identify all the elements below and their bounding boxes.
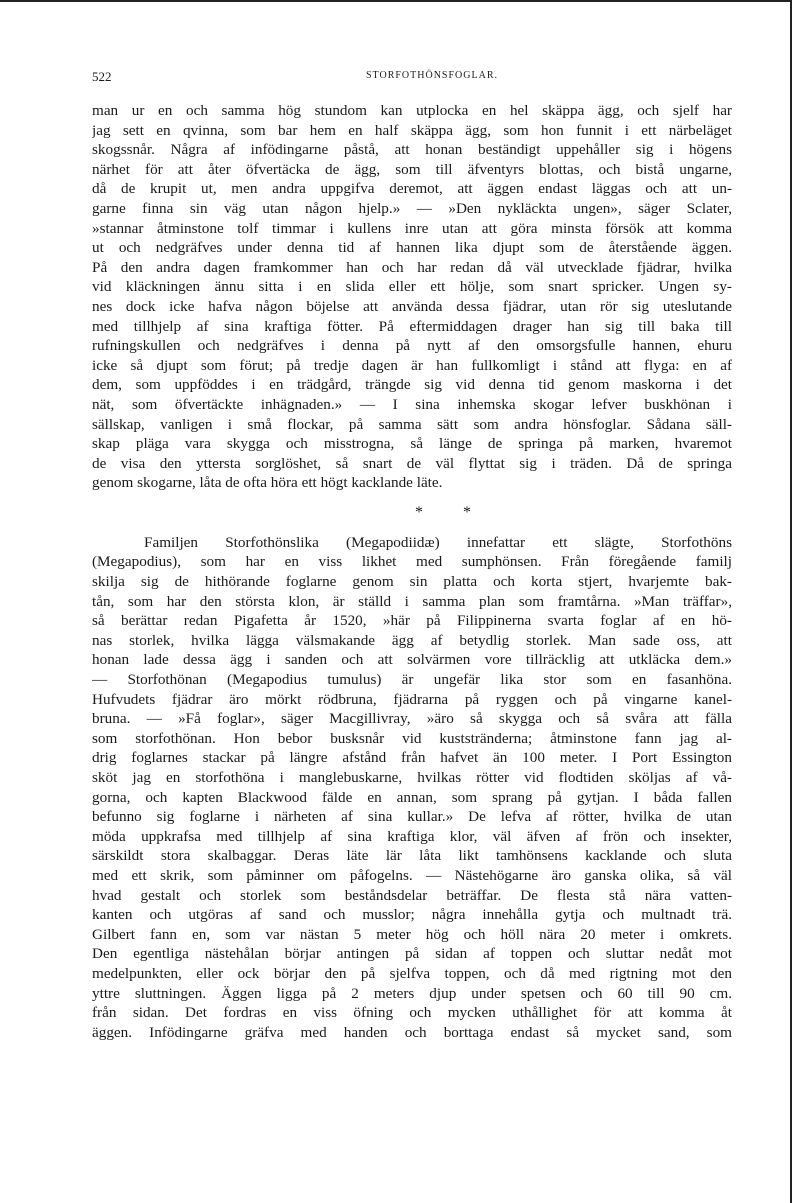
text-line: sköt jag en storfothöna i manglebuskarne, hvilkas rötter vid flodtiden sköljas af vå- (92, 769, 732, 786)
text-line: (Megapodius), som har en viss likhet med sumphönsen. Från föregående familj (92, 553, 732, 571)
text-line: bruna. — »Få foglar», säger Macgillivray, »äro så skygga och så svåra att fälla (92, 710, 732, 728)
text-line: honan lade dessa ägg i sanden och att solvärmen vore tillräcklig att utkläcka dem.» (92, 651, 732, 669)
text-line: genom skogarne, låta de ofta höra ett högt kacklande läte. (92, 474, 443, 492)
text-line: medelpunkten, eller ock börjar den på sjelfva toppen, och då med rigtning mot den (92, 964, 732, 982)
text-line: särskildt stora skalbaggar. Deras läte lär låta likt tamhönsens kacklande och sluta (92, 847, 732, 865)
text-line: möda uppkrafsa med tillhjelp af sina kraftiga klor, väl äfven af frön och insekter, (92, 827, 732, 845)
text-line: skilja sig de hithörande foglarne genom sin platta och korta stjert, hvarjemte bak- (92, 573, 732, 591)
page-header (92, 69, 732, 89)
text-line: som storfothönan. Hon bebor busksnår vid kuststränderna; åtminstone fann jag al- (92, 729, 732, 747)
text-line: yttre sluttningen. Äggen ligga på 2 meters djup under spetsen och 60 till 90 cm. (92, 984, 732, 1002)
text-line: man ur en och samma hög stundom kan utplocka en hel skäppa ägg, och sjelf har (92, 102, 732, 119)
text-line: Den egentliga nästehålan börjar antingen på sidan af toppen och sluttar nedåt mot (92, 945, 732, 963)
text-line: Hufvudets fjädrar äro mörkt rödbruna, fjädrarna på ryggen och på vingarne kanel- (92, 690, 732, 708)
scan-edge-top (0, 0, 792, 2)
text-line: dem, som uppföddes i en trädgård, trängde sig vid denna tid genom maskorna i det (92, 376, 732, 394)
text-line: Familjen Storfothönslika (Megapodiidæ) innefattar ett slägte, Storfothöns (144, 533, 732, 551)
text-line: jag sett en qvinna, som bar hem en half skäppa ägg, som hon funnit i ett närbeläget (92, 121, 732, 139)
page-body (92, 101, 732, 1042)
paragraph-buskhona (92, 101, 732, 493)
running-title: STORFOTHÖNSFOGLAR. (365, 70, 498, 81)
text-line: »stannar åtminstone tolf timmar i kullens inre utan att göra minsta försök att komma (92, 219, 732, 237)
text-line: gorna, och kapten Blackwood fälde en annan, som sprang på gytjan. I båda fallen (92, 788, 732, 806)
text-line: de visa den yttersta sorglöshet, så snart de väl flyttat sig i träden. Då de springa (92, 454, 732, 472)
text-line: då de krupit ut, men andra uppgifva deremot, att äggen endast läggas och att un- (92, 180, 732, 198)
text-line: sällskap, vanligen i små flockar, på samma sätt som andra hönsfoglar. Sådana säll- (92, 415, 732, 433)
section-separator: * * (415, 503, 489, 521)
text-line: drig foglarnes stackar på längre afstånd från hafvet än 100 meter. I Port Essington (92, 749, 732, 767)
text-line: nes dock icke hafva någon böjelse att använda dessa fjädrar, utan rör sig uteslutande (92, 297, 732, 315)
text-line: skogssnår. Några af infödingarne påstå, att honan beständigt uppehåller sig i högens (92, 141, 732, 159)
text-line: vid kläckningen ännu sitta i en slida eller ett hölje, som snart spricker. Ungen sy- (92, 278, 732, 296)
text-line: rufningskullen och nedgräfves i denna på nytt af den omsorgsfulle hannen, ehuru (92, 337, 732, 355)
paragraph-storfothons (92, 533, 732, 1042)
text-line: nas storlek, hvilka lägga välsmakande ägg af betydlig storlek. Man sade oss, att (92, 631, 732, 649)
text-line: hvad gestalt och storlek som beståndsdelar beträffar. De flesta stå nära vatten- (92, 886, 732, 904)
text-line: med tillhjelp af sina kraftiga fötter. På eftermiddagen drager han sig till baka till (92, 317, 732, 335)
page-number: 522 (92, 69, 112, 84)
text-line: skap pläga vara skygga och misstrogna, så länge de springa på marken, hvaremot (92, 435, 732, 453)
text-line: ut och nedgräfves under denna tid af hannen lika djupt som de återstående äggen. (92, 239, 732, 257)
text-line: garne finna sin väg utan någon hjelp.» — »Den nykläckta ungen», säger Sclater, (92, 199, 732, 217)
text-line: kanten och utgöras af sand och musslor; några innehålla gytja och multnadt trä. (92, 906, 732, 924)
text-line: icke så djupt som förut; på tredje dagen är han fullkomligt i stånd att flyga: en af (92, 356, 732, 374)
text-line: så berättar redan Pigafetta år 1520, »här på Filippinerna svarta foglar af en hö- (92, 612, 732, 630)
text-line: närhet för att åter öfvertäcka de ägg, som till äfventyrs blottas, och bistå ungarne, (92, 160, 732, 178)
text-line: tån, som har den största klon, är ställd i samma plan som framtårna. »Man träffar», (92, 592, 732, 610)
text-line: befunno sig foglarne i närheten af sina kullar.» De lefva af rötter, hvilka de utan (92, 808, 732, 826)
text-line: — Storfothönan (Megapodius tumulus) är ungefär lika stor som en fasanhöna. (92, 671, 732, 689)
text-line: nät, som öfvertäckte inhägnaden.» — I sina inhemska skogar lefver buskhönan i (92, 395, 732, 413)
text-line: äggen. Infödingarne gräfva med handen och borttaga endast så mycket sand, som (92, 1023, 732, 1041)
text-line: På den andra dagen framkommer han och har redan då väl utvecklade fjädrar, hvilka (92, 258, 732, 276)
text-line: från sidan. Det fordras en viss öfning och mycken uthållighet för att komma åt (92, 1004, 732, 1022)
text-line: med ett skrik, som påminner om påfogelns. — Nästehögarne äro ganska olika, så väl (92, 866, 732, 884)
text-line: Gilbert fann en, som var nästan 5 meter hög och höll nära 20 meter i omkrets. (92, 925, 732, 943)
